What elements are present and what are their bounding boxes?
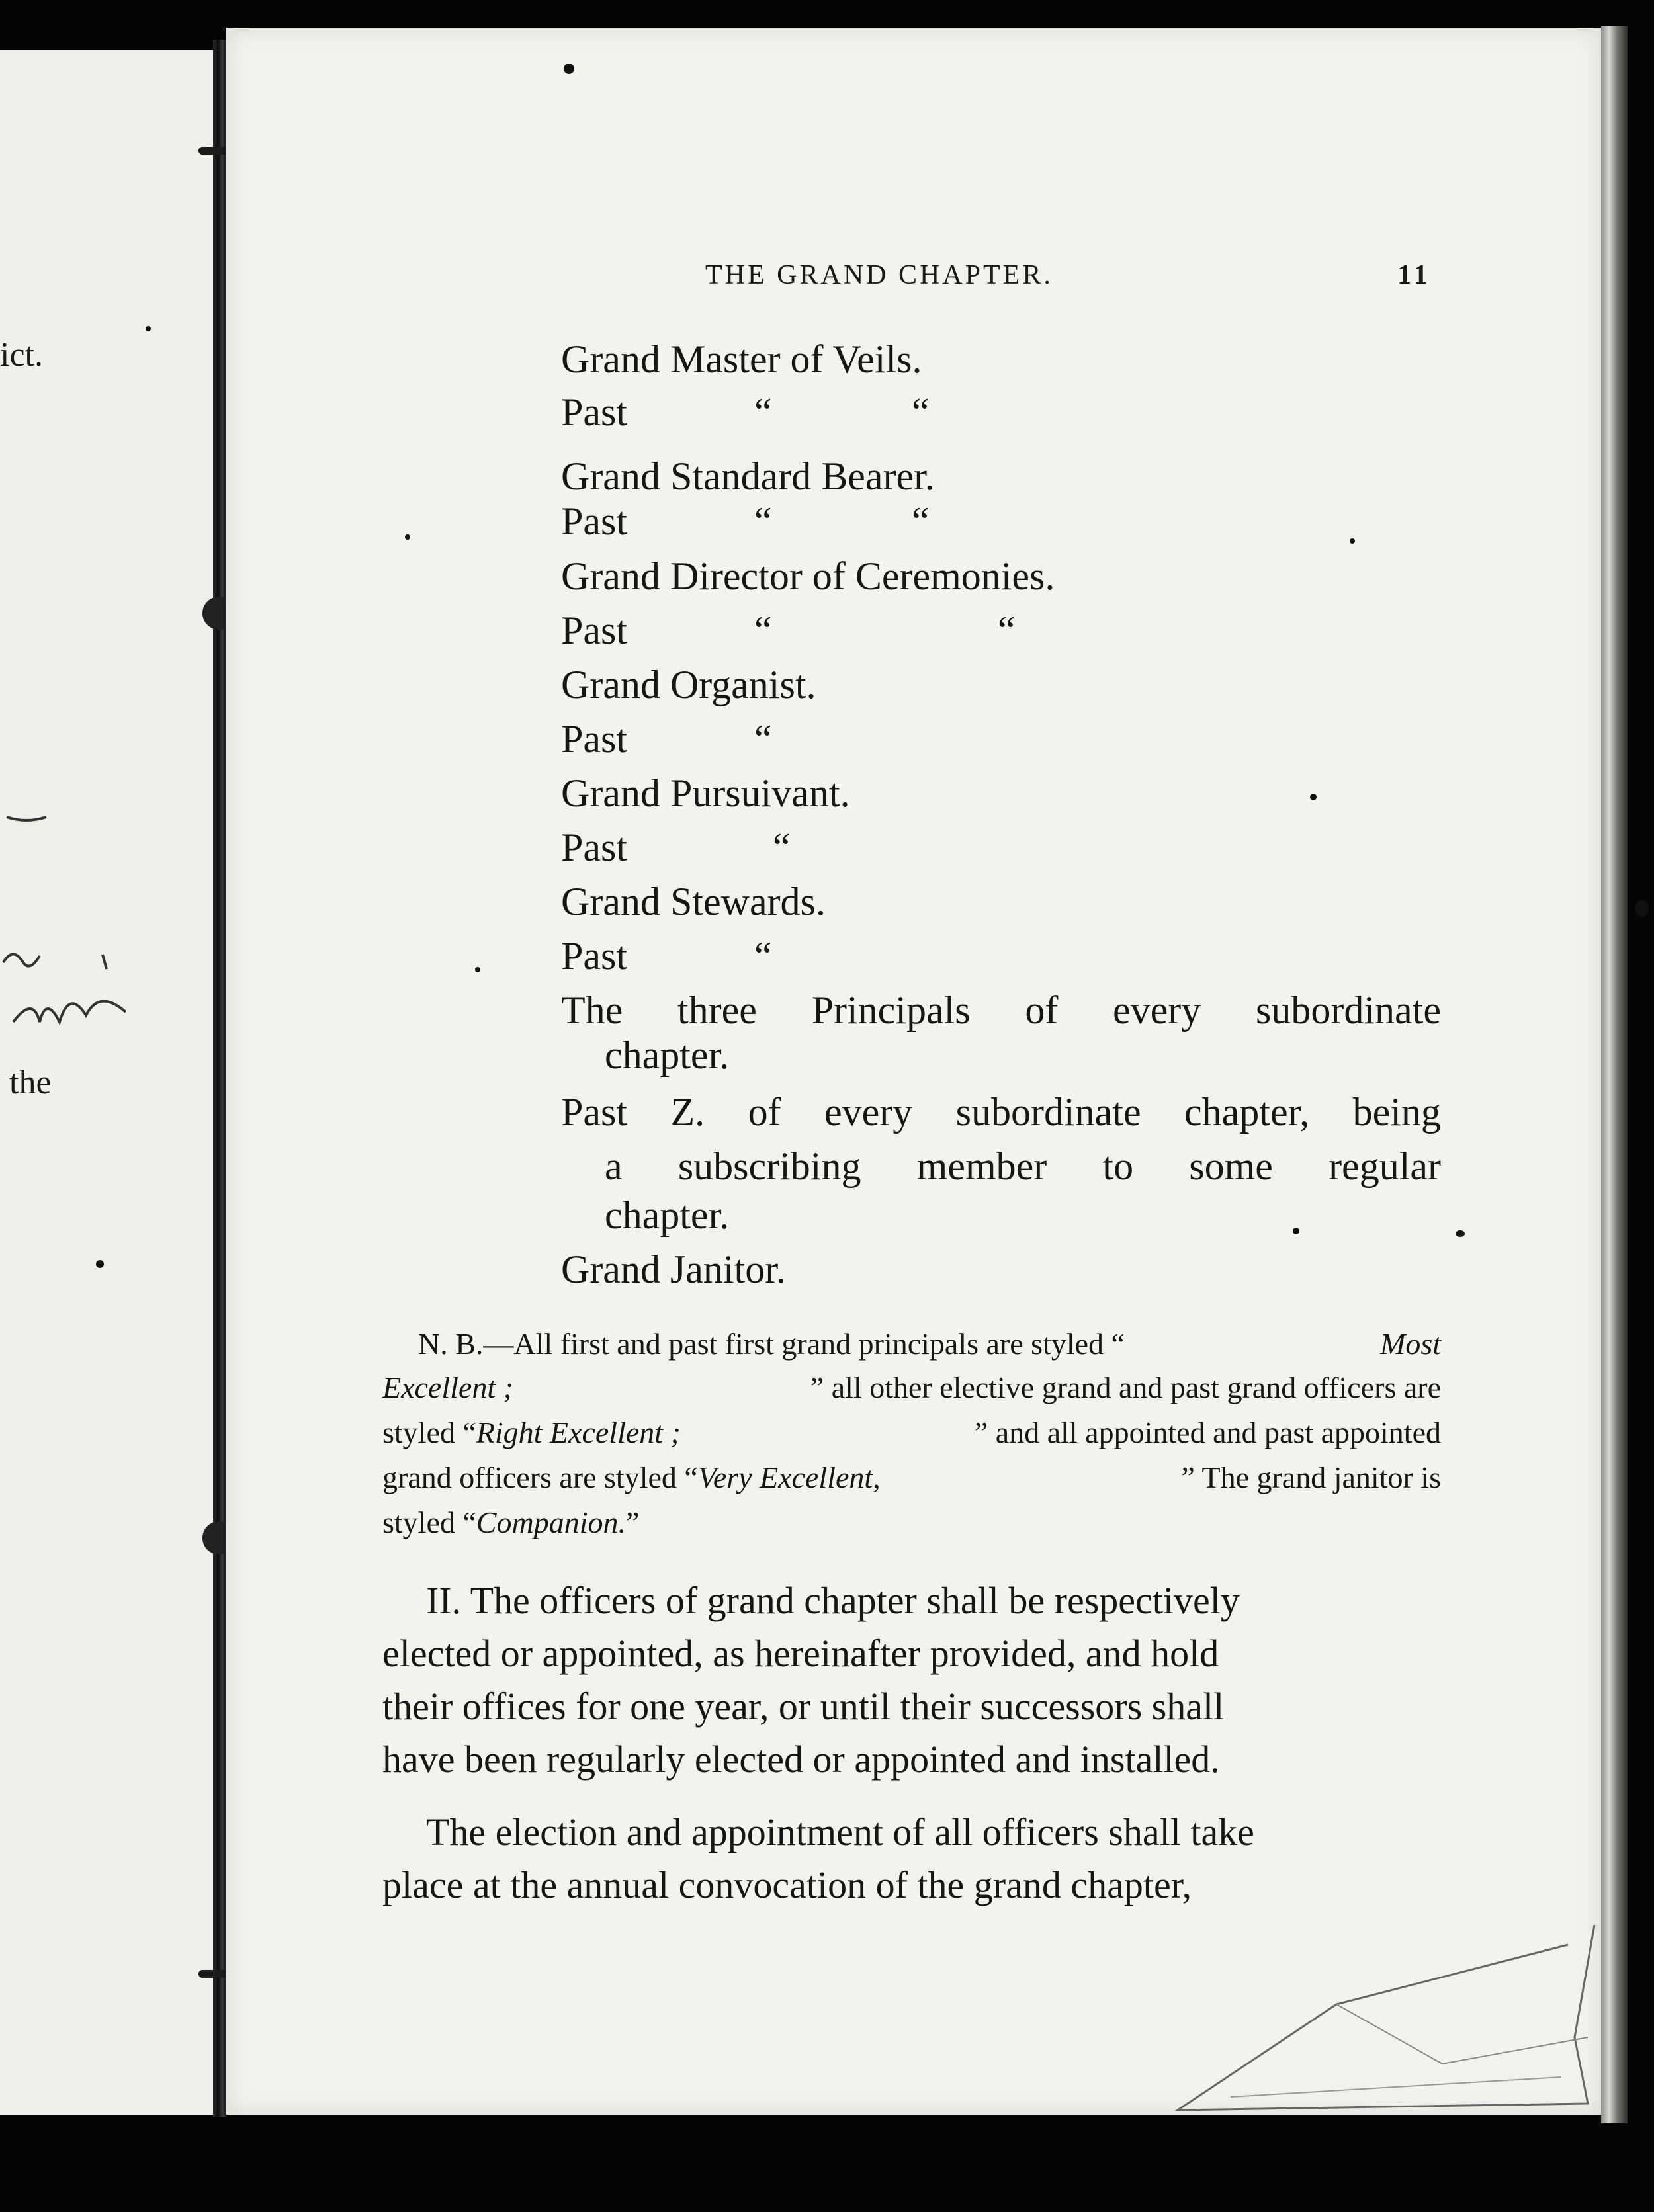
principals-line: The three Principals of every subordinate [561, 988, 1441, 1032]
scan-speck [405, 534, 410, 540]
ditto-mark: “ [998, 609, 1014, 652]
page-edge [1601, 26, 1628, 2123]
note-line: N. B.—All first and past first grand principals are styled “ Most [418, 1327, 1441, 1361]
ditto-mark: “ [754, 499, 771, 543]
left-page [0, 50, 213, 2115]
body-line: elected or appointed, as hereinafter provided, and hold [382, 1632, 1219, 1675]
past-z-continuation: chapter. [605, 1193, 730, 1237]
note-line: styled “Right Excellent ; ” and all appointed and past appointed [382, 1416, 1441, 1449]
officer-title: Past [561, 717, 628, 761]
officer-title: Grand Janitor. [561, 1248, 786, 1291]
body-line: have been regularly elected or appointed and installed. [382, 1738, 1220, 1781]
scan-speck [1293, 1228, 1299, 1234]
officer-title: Past [561, 390, 628, 434]
ditto-mark: “ [912, 499, 928, 543]
ditto-mark: “ [754, 390, 771, 434]
officer-title: Grand Standard Bearer. [561, 454, 935, 498]
ditto-mark: “ [754, 717, 771, 761]
ditto-mark: “ [754, 609, 771, 652]
officer-title: Grand Stewards. [561, 880, 826, 923]
scan-speck [1350, 538, 1355, 544]
officer-title: Past [561, 934, 628, 978]
left-page-fragment: ict. [0, 336, 43, 374]
officer-title: Past [561, 609, 628, 652]
scan-speck [475, 967, 480, 972]
officer-title: Grand Director of Ceremonies. [561, 554, 1055, 598]
past-z-line: a subscribing member to some regular [605, 1144, 1441, 1188]
scan-speck [1635, 900, 1649, 917]
officer-title: Past [561, 499, 628, 543]
scan-speck [1456, 1230, 1465, 1237]
officer-title: Grand Organist. [561, 663, 816, 706]
past-z-line: Past Z. of every subordinate chapter, being [561, 1090, 1441, 1134]
body-line: place at the annual convocation of the grand chapter, [382, 1863, 1192, 1906]
note-line: grand officers are styled “Very Excellent, ” The grand janitor is [382, 1461, 1441, 1494]
body-line: The election and appointment of all officers shall take [426, 1810, 1254, 1853]
note-line: Excellent ; ” all other elective grand and past grand officers are [382, 1371, 1441, 1404]
scan-speck [1310, 794, 1317, 800]
principals-continuation: chapter. [605, 1033, 730, 1077]
handwritten-marks [0, 764, 172, 1062]
page-number: 11 [1397, 260, 1432, 290]
running-head: THE GRAND CHAPTER. [705, 260, 1053, 290]
book-gutter [213, 40, 226, 2117]
ditto-mark: “ [773, 826, 789, 869]
body-line: their offices for one year, or until their successors shall [382, 1685, 1225, 1728]
note-line: styled “ Companion. ” [382, 1506, 640, 1539]
officer-title: Grand Pursuivant. [561, 771, 850, 815]
officer-title: Past [561, 826, 628, 869]
scan-speck [564, 64, 574, 74]
ditto-mark: “ [912, 390, 928, 434]
officer-title: Grand Master of Veils. [561, 337, 922, 381]
ditto-mark: “ [754, 934, 771, 978]
folded-corner [1164, 1918, 1614, 2117]
left-page-fragment: the [9, 1064, 52, 1101]
body-line: II. The officers of grand chapter shall be respectively [426, 1579, 1240, 1622]
